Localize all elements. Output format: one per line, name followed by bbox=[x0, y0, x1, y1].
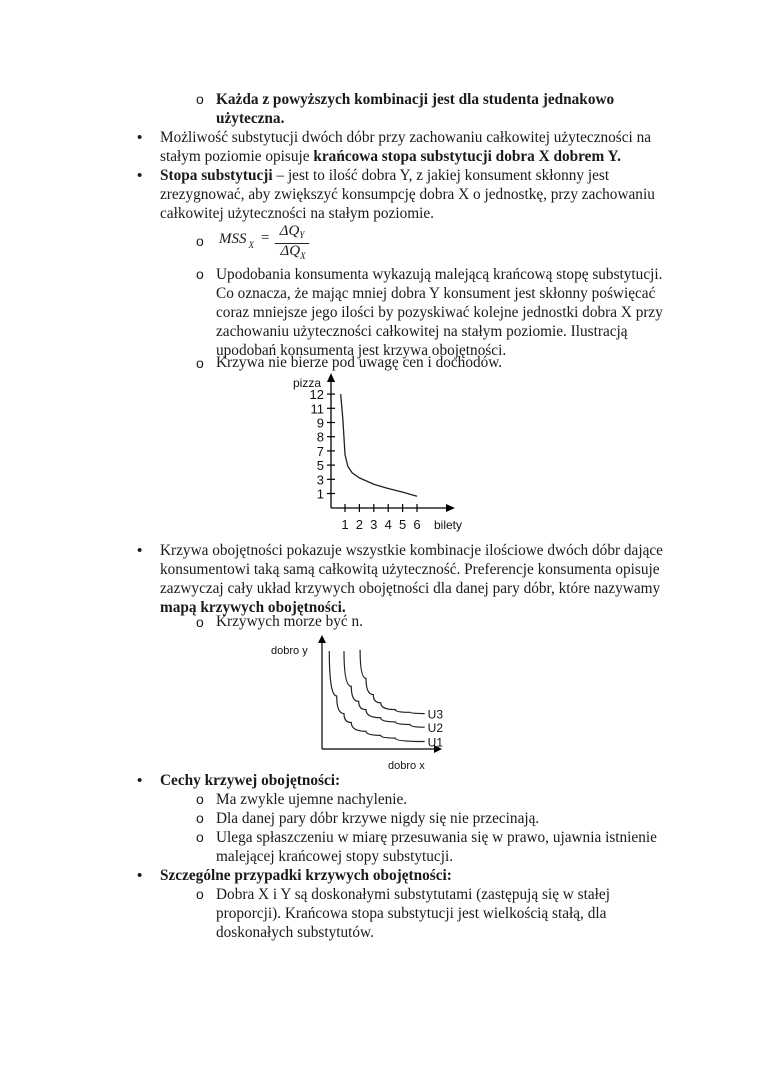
formula-denominator: $\Delta Q_X$ bbox=[280, 243, 306, 261]
y-axis-arrow bbox=[318, 635, 326, 643]
y-tick-label: 11 bbox=[310, 401, 324, 417]
sub-bullet-marker: o bbox=[196, 355, 204, 371]
pizza-bilety-chart bbox=[280, 370, 480, 535]
x-axis-arrow bbox=[446, 504, 455, 512]
paragraph-line: Dla danej pary dóbr krzywe nigdy się nie przecinają. bbox=[216, 810, 540, 827]
curve-label-u2: U2 bbox=[427, 721, 444, 736]
indifference-curve-u2 bbox=[344, 651, 425, 727]
paragraph-line: Krzywa nie bierze pod uwagę cen i dochodów. bbox=[216, 354, 503, 371]
x-axis-label: dobro x bbox=[388, 760, 425, 772]
y-tick-label: 7 bbox=[316, 443, 324, 459]
paragraph-line: Krzywa obojętności pokazuje wszystkie kombinacje ilościowe dwóch dóbr dające bbox=[160, 542, 663, 559]
bold-text: użyteczna. bbox=[216, 110, 285, 127]
y-tick-label: 8 bbox=[316, 429, 324, 445]
sub-bullet-marker: o bbox=[196, 233, 204, 249]
paragraph-line: Ma zwykle ujemne nachylenie. bbox=[216, 791, 408, 808]
bullet-marker: • bbox=[137, 129, 143, 146]
x-tick-label: 4 bbox=[384, 517, 392, 532]
indifference-curve-u3 bbox=[360, 650, 425, 714]
x-tick-label: 3 bbox=[370, 517, 378, 532]
paragraph-line: Możliwość substytucji dwóch dóbr przy zachowaniu całkowitej użyteczności na bbox=[160, 129, 652, 146]
formula-lhs: MSS $_X$ bbox=[219, 231, 254, 250]
x-tick-label: 2 bbox=[355, 517, 364, 532]
x-tick-label: 6 bbox=[413, 517, 421, 532]
formula-equals: = bbox=[261, 230, 270, 246]
x-tick-label: 1 bbox=[341, 517, 349, 532]
bullet-marker: • bbox=[137, 542, 143, 559]
sub-bullet-marker: o bbox=[196, 810, 204, 826]
bullet-marker: • bbox=[137, 772, 143, 789]
paragraph-line: zachowaniu użyteczności całkowitej na stałym poziomie. Ilustracją bbox=[216, 323, 628, 340]
x-tick-label: 5 bbox=[398, 517, 407, 532]
paragraph-line: zrezygnować, aby zwiększyć konsumpcję dobra X o jednostkę, przy zachowaniu bbox=[160, 186, 655, 203]
paragraph-line: doskonałych substytutów. bbox=[216, 924, 374, 941]
paragraph-line: Krzywych morze być n. bbox=[216, 613, 363, 630]
x-axis-label: bilety bbox=[434, 518, 463, 532]
sub-bullet-marker: o bbox=[196, 886, 204, 902]
formula-numerator: $\Delta Q_Y$ bbox=[279, 223, 305, 240]
paragraph-line: zazwyczaj cały układ krzywych obojętności dla danej pary dóbr, które nazywamy bbox=[160, 580, 661, 597]
paragraph-line: Dobra X i Y są doskonałymi substytutami (zastępują się w stałej bbox=[216, 886, 610, 903]
paragraph-line: mapą krzywych obojętności. bbox=[160, 599, 346, 616]
y-axis-label: pizza bbox=[293, 376, 322, 390]
y-tick-label: 1 bbox=[316, 486, 324, 502]
y-axis-arrow bbox=[327, 373, 335, 382]
sub-bullet-marker: o bbox=[196, 614, 204, 630]
y-tick-label: 3 bbox=[316, 472, 324, 488]
curve-label-u3: U3 bbox=[427, 707, 444, 722]
y-tick-label: 5 bbox=[316, 458, 324, 474]
paragraph-line: upodobań konsumenta jest krzywa obojętności. bbox=[216, 342, 507, 359]
y-tick-label: 12 bbox=[309, 387, 324, 403]
paragraph-line: Co oznacza, że mając mniej dobra Y konsument jest skłonny poświęcać bbox=[216, 285, 656, 302]
paragraph-line: konsumentowi taką samą całkowitą użyteczność. Preferencje konsumenta opisuje bbox=[160, 561, 660, 578]
sub-bullet-marker: o bbox=[196, 791, 204, 807]
paragraph-line: całkowitej użyteczności na stałym poziomie. bbox=[160, 205, 434, 222]
section-heading: Szczególne przypadki krzywych obojętności: bbox=[160, 867, 452, 884]
paragraph-line: Ulega spłaszczeniu w miarę przesuwania się w prawo, ujawnia istnienie bbox=[216, 829, 657, 846]
indifference-map-chart bbox=[260, 635, 460, 775]
paragraph-line: coraz mniejsze jego ilości by pozyskiwać kolejne jednostki dobra X przy bbox=[216, 304, 663, 321]
paragraph-line: Upodobania konsumenta wykazują malejącą krańcową stopę substytucji. bbox=[216, 266, 663, 283]
y-tick-label: 9 bbox=[316, 415, 324, 431]
indifference-curve bbox=[341, 394, 417, 496]
bullet-marker: • bbox=[137, 167, 143, 184]
sub-bullet-marker: o bbox=[196, 829, 204, 845]
bullet-marker: • bbox=[137, 867, 143, 884]
y-axis-label: dobro y bbox=[271, 645, 308, 657]
indifference-curve-u1 bbox=[329, 651, 424, 741]
sub-bullet-marker: o bbox=[196, 91, 204, 107]
paragraph-line: malejącej krańcowej stopy substytucji. bbox=[216, 848, 454, 865]
sub-bullet-marker: o bbox=[196, 266, 204, 282]
bold-text: Każda z powyższych kombinacji jest dla studenta jednakowo bbox=[216, 91, 615, 108]
paragraph-line: stałym poziomie opisuje krańcowa stopa substytucji dobra X dobrem Y. bbox=[160, 148, 621, 165]
curve-label-u1: U1 bbox=[427, 735, 444, 750]
paragraph-line: Stopa substytucji – jest to ilość dobra Y, z jakiej konsument skłonny jest bbox=[160, 167, 610, 184]
section-heading: Cechy krzywej obojętności: bbox=[160, 772, 341, 789]
paragraph-line: proporcji). Krańcowa stopa substytucji jest wielkością stałą, dla bbox=[216, 905, 607, 922]
